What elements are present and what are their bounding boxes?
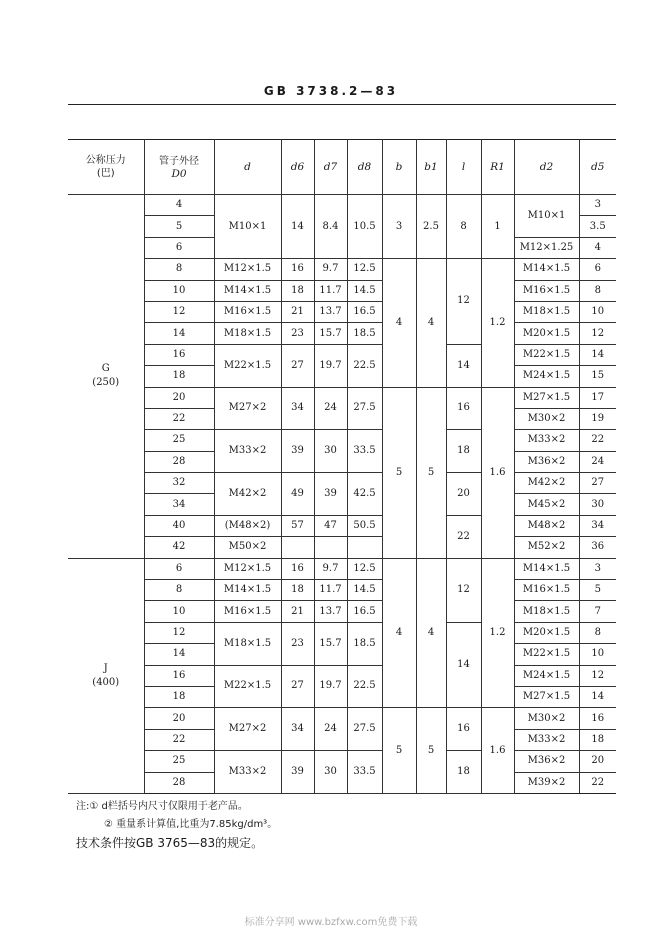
cell-l: 18 [446,430,481,473]
cell-d2: M20×1.5 [514,622,579,643]
cell-d8: 33.5 [347,751,382,794]
cell-d8: 12.5 [347,259,382,280]
cell-d8: 18.5 [347,323,382,344]
cell-d5: 8 [579,622,616,643]
cell-l: 20 [446,473,481,516]
cell-d0: 32 [144,473,214,494]
cell-d2: M20×1.5 [514,323,579,344]
cell-d2: M27×1.5 [514,387,579,408]
cell-d5: 10 [579,301,616,322]
cell-d2: M27×1.5 [514,686,579,707]
cell-pressure-group [68,558,144,793]
cell-b: 3 [382,195,416,259]
cell-d0: 14 [144,644,214,665]
cell-d8: 16.5 [347,601,382,622]
cell-d7: 8.4 [314,195,347,259]
cell-d5: 14 [579,686,616,707]
cell-d: M42×2 [214,473,281,516]
cell-d2: M24×1.5 [514,366,579,387]
cell-d: M14×1.5 [214,280,281,301]
cell-d0: 28 [144,451,214,472]
cell-l: 18 [446,751,481,794]
cell-r1: 1 [481,195,514,259]
cell-d2: M39×2 [514,772,579,793]
cell-d0: 6 [144,237,214,258]
cell-d0: 10 [144,280,214,301]
table-row [68,301,616,322]
col-header-b: b [382,140,416,195]
cell-d5: 24 [579,451,616,472]
cell-l: 12 [446,558,481,622]
cell-d8: 27.5 [347,708,382,751]
cell-d5: 12 [579,323,616,344]
cell-d2: M48×2 [514,515,579,536]
cell-d0: 10 [144,601,214,622]
cell-d6 [281,537,314,558]
cell-d0: 14 [144,323,214,344]
cell-d8: 14.5 [347,580,382,601]
note-2: ② 重量系计算值,比重为7.85kg/dm³。 [104,819,278,830]
table-row [68,515,616,536]
cell-d0: 12 [144,622,214,643]
cell-d: M10×1 [214,195,281,259]
col-header-od: 管子外径 D0 [144,140,214,195]
col-header-d8: d8 [347,140,382,195]
cell-d2: M33×2 [514,430,579,451]
cell-d5: 3 [579,558,616,579]
cell-b1: 4 [416,259,446,387]
cell-d6: 34 [281,387,314,430]
cell-d6: 57 [281,515,314,536]
cell-b1: 4 [416,558,446,708]
cell-d7: 39 [314,473,347,516]
cell-d5: 27 [579,473,616,494]
cell-d5: 34 [579,515,616,536]
cell-d7: 30 [314,430,347,473]
cell-d5: 16 [579,708,616,729]
cell-l: 22 [446,515,481,558]
cell-d: M27×2 [214,708,281,751]
cell-d: M33×2 [214,430,281,473]
cell-l: 16 [446,708,481,751]
notes [76,798,277,834]
cell-d0: 22 [144,408,214,429]
col-header-b1: b1 [416,140,446,195]
table-row [68,580,616,601]
cell-d: (M48×2) [214,515,281,536]
cell-b: 4 [382,558,416,708]
cell-d: M18×1.5 [214,622,281,665]
cell-d5: 18 [579,729,616,750]
cell-d0: 42 [144,537,214,558]
cell-d5: 3.5 [579,216,616,237]
note-1: 注:① d栏括号内尺寸仅限用于老产品。 [76,801,248,812]
cell-r1: 1.2 [481,259,514,387]
cell-d2: M14×1.5 [514,259,579,280]
cell-d7: 11.7 [314,580,347,601]
cell-d8: 33.5 [347,430,382,473]
col-header-d7: d7 [314,140,347,195]
cell-d0: 5 [144,216,214,237]
cell-d5: 22 [579,772,616,793]
cell-d7: 9.7 [314,558,347,579]
cell-d: M27×2 [214,387,281,430]
cell-d7 [314,537,347,558]
cell-d8: 18.5 [347,622,382,665]
cell-d: M22×1.5 [214,344,281,387]
cell-d2: M18×1.5 [514,601,579,622]
table-row [68,537,616,558]
cell-d6: 23 [281,323,314,344]
cell-d5: 4 [579,237,616,258]
col-header-d: d [214,140,281,195]
cell-d2: M10×1 [514,195,579,238]
cell-d8: 22.5 [347,665,382,708]
cell-d0: 12 [144,301,214,322]
cell-d6: 23 [281,622,314,665]
cell-d8: 22.5 [347,344,382,387]
cell-l: 12 [446,259,481,345]
cell-d0: 8 [144,580,214,601]
table-row [68,387,616,408]
cell-b: 5 [382,708,416,794]
cell-d: M18×1.5 [214,323,281,344]
cell-d7: 15.7 [314,323,347,344]
col-header-r1: R1 [481,140,514,195]
cell-d0: 28 [144,772,214,793]
cell-d7: 11.7 [314,280,347,301]
cell-d8: 10.5 [347,195,382,259]
cell-l: 16 [446,387,481,430]
cell-d7: 9.7 [314,259,347,280]
cell-d0: 40 [144,515,214,536]
cell-d7: 30 [314,751,347,794]
cell-d2: M45×2 [514,494,579,515]
cell-d6: 16 [281,558,314,579]
col-header-d6: d6 [281,140,314,195]
table-row [68,195,616,216]
cell-d: M22×1.5 [214,665,281,708]
cell-d6: 39 [281,430,314,473]
pressure-class: G [101,363,110,375]
table-row [68,280,616,301]
cell-l: 8 [446,195,481,259]
cell-d0: 22 [144,729,214,750]
cell-d8: 12.5 [347,558,382,579]
cell-b1: 5 [416,708,446,794]
cell-d2: M24×1.5 [514,665,579,686]
col-header-d5: d5 [579,140,616,195]
cell-l: 14 [446,344,481,387]
cell-r1: 1.6 [481,387,514,558]
cell-d7: 24 [314,708,347,751]
watermark-footer: 标准分享网 www.bzfxw.com免费下载 [244,917,418,928]
cell-d: M12×1.5 [214,259,281,280]
cell-d: M33×2 [214,751,281,794]
cell-b: 4 [382,259,416,387]
header-rule [68,104,616,105]
cell-d2: M14×1.5 [514,558,579,579]
cell-d8: 16.5 [347,301,382,322]
table-row [68,344,616,365]
table-row [68,473,616,494]
standard-header: GB 3738.2—83 [263,84,399,98]
cell-d6: 21 [281,601,314,622]
cell-d2: M30×2 [514,708,579,729]
cell-d5: 5 [579,580,616,601]
cell-d5: 10 [579,644,616,665]
cell-d0: 34 [144,494,214,515]
cell-d: M12×1.5 [214,558,281,579]
table-body [68,195,616,794]
cell-d6: 39 [281,751,314,794]
table-row [68,601,616,622]
cell-d0: 25 [144,430,214,451]
cell-d7: 13.7 [314,601,347,622]
cell-d0: 20 [144,387,214,408]
pressure-value: (250) [92,377,120,389]
cell-d0: 6 [144,558,214,579]
cell-d2: M12×1.25 [514,237,579,258]
cell-d5: 6 [579,259,616,280]
cell-d6: 14 [281,195,314,259]
cell-d2: M30×2 [514,408,579,429]
table-row [68,430,616,451]
cell-d5: 19 [579,408,616,429]
cell-d7: 24 [314,387,347,430]
cell-d8 [347,537,382,558]
table-row [68,323,616,344]
cell-d7: 19.7 [314,344,347,387]
cell-d2: M22×1.5 [514,344,579,365]
cell-pressure-group [68,195,144,559]
cell-d0: 18 [144,686,214,707]
cell-d0: 16 [144,665,214,686]
cell-d2: M36×2 [514,451,579,472]
cell-d7: 19.7 [314,665,347,708]
cell-d5: 12 [579,665,616,686]
table-row [68,622,616,643]
cell-d2: M16×1.5 [514,280,579,301]
cell-r1: 1.2 [481,558,514,708]
table-row [68,558,616,579]
cell-d0: 8 [144,259,214,280]
cell-d2: M16×1.5 [514,580,579,601]
cell-d8: 42.5 [347,473,382,516]
cell-d2: M18×1.5 [514,301,579,322]
cell-d5: 30 [579,494,616,515]
cell-d0: 20 [144,708,214,729]
cell-d5: 7 [579,601,616,622]
col-header-l: l [446,140,481,195]
cell-d2: M22×1.5 [514,644,579,665]
cell-d6: 27 [281,665,314,708]
cell-d2: M36×2 [514,751,579,772]
cell-d6: 49 [281,473,314,516]
cell-r1: 1.6 [481,708,514,794]
cell-d: M16×1.5 [214,601,281,622]
technical-conditions: 技术条件按GB 3765—83的规定。 [76,836,264,850]
table-header-row [68,140,616,195]
cell-d2: M52×2 [514,537,579,558]
table-row [68,259,616,280]
cell-d7: 47 [314,515,347,536]
cell-d0: 18 [144,366,214,387]
pressure-value: (400) [92,676,120,688]
cell-d5: 14 [579,344,616,365]
cell-d6: 16 [281,259,314,280]
dimension-table [68,139,616,794]
cell-d0: 4 [144,195,214,216]
cell-d5: 3 [579,195,616,216]
cell-d5: 17 [579,387,616,408]
cell-d6: 21 [281,301,314,322]
cell-d5: 22 [579,430,616,451]
cell-d7: 13.7 [314,301,347,322]
cell-b: 5 [382,387,416,558]
table-row [68,751,616,772]
cell-d: M14×1.5 [214,580,281,601]
cell-d7: 15.7 [314,622,347,665]
col-header-pressure: 公称压力 (巴) [68,140,144,195]
table-row [68,665,616,686]
cell-d5: 15 [579,366,616,387]
cell-d5: 36 [579,537,616,558]
cell-d0: 25 [144,751,214,772]
cell-d6: 34 [281,708,314,751]
cell-d6: 18 [281,280,314,301]
cell-d0: 16 [144,344,214,365]
cell-d6: 18 [281,580,314,601]
cell-d6: 27 [281,344,314,387]
cell-d: M16×1.5 [214,301,281,322]
cell-l: 14 [446,622,481,708]
col-header-d2: d2 [514,140,579,195]
cell-d8: 14.5 [347,280,382,301]
cell-d8: 50.5 [347,515,382,536]
cell-d8: 27.5 [347,387,382,430]
cell-d2: M33×2 [514,729,579,750]
cell-b1: 2.5 [416,195,446,259]
cell-d: M50×2 [214,537,281,558]
cell-d5: 8 [579,280,616,301]
cell-b1: 5 [416,387,446,558]
cell-d2: M42×2 [514,473,579,494]
table-row [68,708,616,729]
pressure-class: J [103,662,108,674]
cell-d5: 20 [579,751,616,772]
